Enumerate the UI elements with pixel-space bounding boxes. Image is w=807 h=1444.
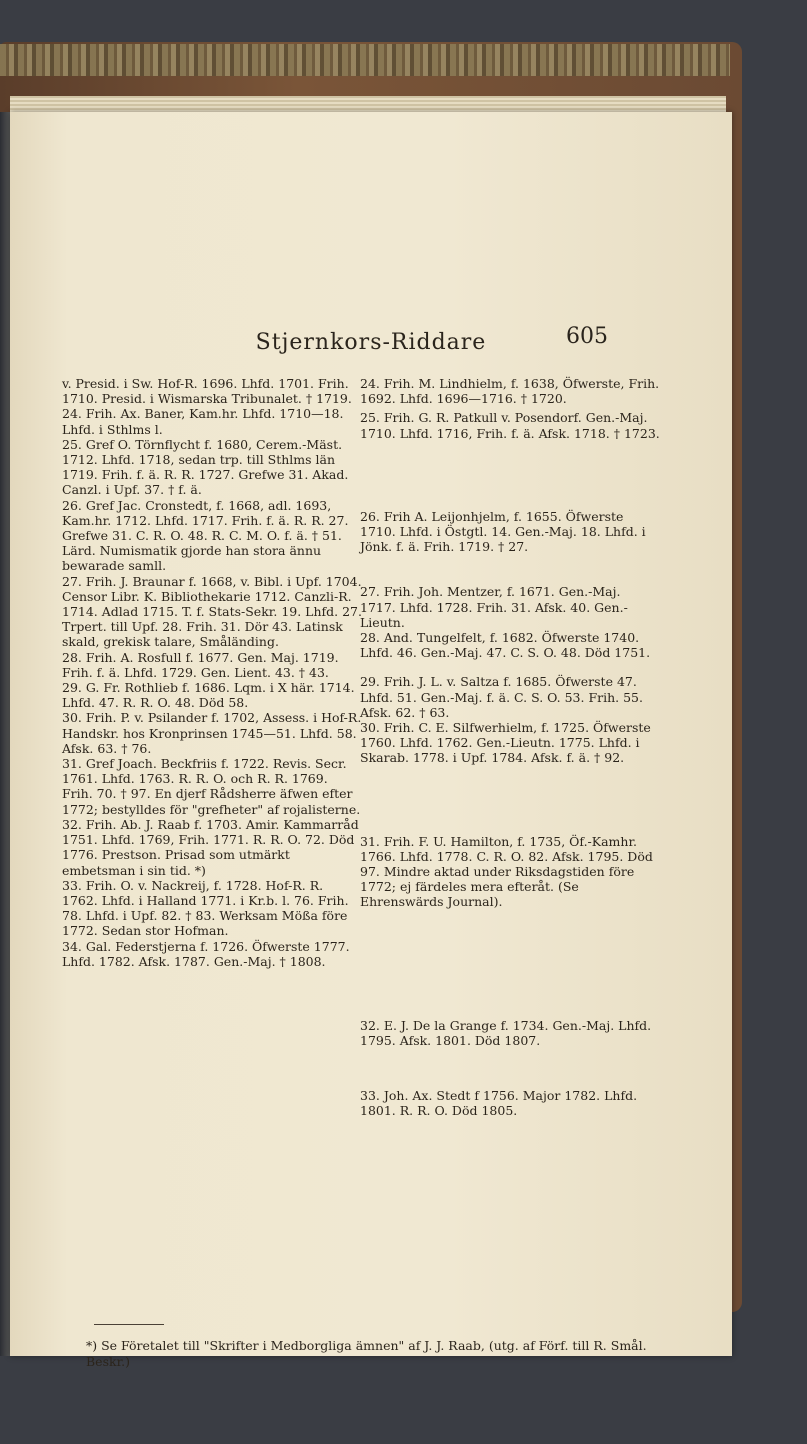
- left-entry: 29. G. Fr. Rothlieb f. 1686. Lqm. i X här. 1714. Lhfd. 47. R. R. O. 48. Död 58.: [62, 680, 355, 711]
- right-entry: 32. E. J. De la Grange f. 1734. Gen.-Maj. Lhfd. 1795. Afsk. 1801. Död 1807.: [360, 1017, 652, 1048]
- right-entry: 26. Frih A. Leijonhjelm, f. 1655. Öfwerste 1710. Lhfd. i Östgtl. 14. Gen.-Maj. 18. Lhfd. i Jönk. f. ä. Frih. 1719. † 27.: [360, 508, 646, 555]
- page-stack-top: [0, 44, 730, 76]
- right-entry: 25. Frih. G. R. Patkull v. Posendorf. Gen.-Maj. 1710. Lhfd. 1716, Frih. f. ä. Afsk. 1718. † 1723.: [360, 410, 660, 441]
- left-entry: 30. Frih. P. v. Psilander f. 1702, Assess. i Hof-R. Handskr. hos Kronprinsen 1745—51. Lhfd. 58. Afsk. 63. † 76.: [62, 710, 362, 756]
- left-entry: 33. Frih. O. v. Nackreij, f. 1728. Hof-R. R. 1762. Lhfd. i Halland 1771. i Kr.b. l. 76. Frih. 78. Lhfd. i Upf. 82. † 83. Werksam Mößa före 1772. Sedan stor Hofman.: [62, 877, 349, 939]
- footnote: *) Se Företalet till "Skrifter i Medborgliga ämnen" af J. J. Raab, (utg. af Förf. till R. Smål. Beskr.): [86, 1338, 647, 1369]
- left-column: [62, 376, 362, 969]
- running-header: Stjernkors-Riddare: [255, 330, 487, 355]
- right-entry: 31. Frih. F. U. Hamilton, f. 1735, Öf.-Kamhr. 1766. Lhfd. 1778. C. R. O. 82. Afsk. 1795. Död 97. Mindre aktad under Riksdagstiden före 1772; ej färdeles mera efteråt. (Se Ehrenswärds Journal).: [360, 833, 653, 910]
- left-entry: 32. Frih. Ab. J. Raab f. 1703. Amir. Kammarråd 1751. Lhfd. 1769, Frih. 1771. R. R. O. 72. Död 1776. Prestson. Prisad som utmärkt embetsman i sin tid. *): [62, 816, 359, 878]
- page-number: 605: [566, 324, 608, 349]
- left-entry: 24. Frih. Ax. Baner, Kam.hr. Lhfd. 1710—18. Lhfd. i Sthlms l.: [62, 406, 344, 437]
- left-entry: 31. Gref Joach. Beckfriis f. 1722. Revis. Secr. 1761. Lhfd. 1763. R. R. O. och R. R. 1769. Frih. 70. † 97. En djerf Rådsherre äfwen efter 1772; bestylldes för "grefheter" af rojalisterne.: [62, 756, 361, 817]
- right-entry: 24. Frih. M. Lindhielm, f. 1638, Öfwerste, Frih. 1692. Lhfd. 1696—1716. † 1720.: [360, 376, 660, 407]
- left-entry: 28. Frih. A. Rosfull f. 1677. Gen. Maj. 1719. Frih. f. ä. Lhfd. 1729. Gen. Lient. 43. † 43.: [62, 649, 339, 680]
- right-entry: 30. Frih. C. E. Silfwerhielm, f. 1725. Öfwerste 1760. Lhfd. 1762. Gen.-Lieutn. 1775. Lhfd. i Skarab. 1778. i Upf. 1784. Afsk. f. ä. † 92.: [360, 720, 651, 766]
- right-entry: 29. Frih. J. L. v. Saltza f. 1685. Öfwerste 47. Lhfd. 51. Gen.-Maj. f. ä. C. S. O. 53. Frih. 55. Afsk. 62. † 63.: [360, 674, 643, 720]
- right-entry: 33. Joh. Ax. Stedt f 1756. Major 1782. Lhfd. 1801. R. R. O. Död 1805.: [360, 1088, 638, 1119]
- footnote-rule: [94, 1324, 164, 1325]
- book-page: [10, 112, 732, 1369]
- left-entry: 34. Gal. Federstjerna f. 1726. Öfwerste 1777. Lhfd. 1782. Afsk. 1787. Gen.-Maj. † 1808.: [62, 938, 350, 969]
- right-entry: 28. And. Tungelfelt, f. 1682. Öfwerste 1740. Lhfd. 46. Gen.-Maj. 47. C. S. O. 48. Död 1751.: [360, 630, 651, 661]
- left-entry: 26. Gref Jac. Cronstedt, f. 1668, adl. 1693, Kam.hr. 1712. Lhfd. 1717. Frih. f. ä. R. R. 27. Grefwe 31. C. R. O. 48. R. C. M. O. f. ä. † 51. Lärd. Numismatik gjorde han stora ännu bewarade samll.: [62, 497, 349, 574]
- left-entry: 27. Frih. J. Braunar f. 1668, v. Bibl. i Upf. 1704. Censor Libr. K. Bibliothekarie 1712. Canzli-R. 1714. Adlad 1715. T. f. Stats-Sekr. 19. Lhfd. 27. Trpert. till Upf. 28. Frih. 31. Dör 43. Latinsk skald, grekisk talare, Småländing.: [62, 573, 362, 650]
- right-entry: 27. Frih. Joh. Mentzer, f. 1671. Gen.-Maj. 1717. Lhfd. 1728. Frih. 31. Afsk. 40. Gen.-Lieutn.: [360, 584, 628, 630]
- left-entry: 25. Gref O. Törnflycht f. 1680, Cerem.-Mäst. 1712. Lhfd. 1718, sedan trp. till Sthlms län 1719. Frih. f. ä. R. R. 1727. Grefwe 31. Akad. Canzl. i Upf. 37. † f. ä.: [62, 436, 349, 498]
- left-entry: v. Presid. i Sw. Hof-R. 1696. Lhfd. 1701. Frih. 1710. Presid. i Wismarska Tribunalet. † 1719.: [62, 376, 352, 407]
- right-column: [360, 376, 660, 1118]
